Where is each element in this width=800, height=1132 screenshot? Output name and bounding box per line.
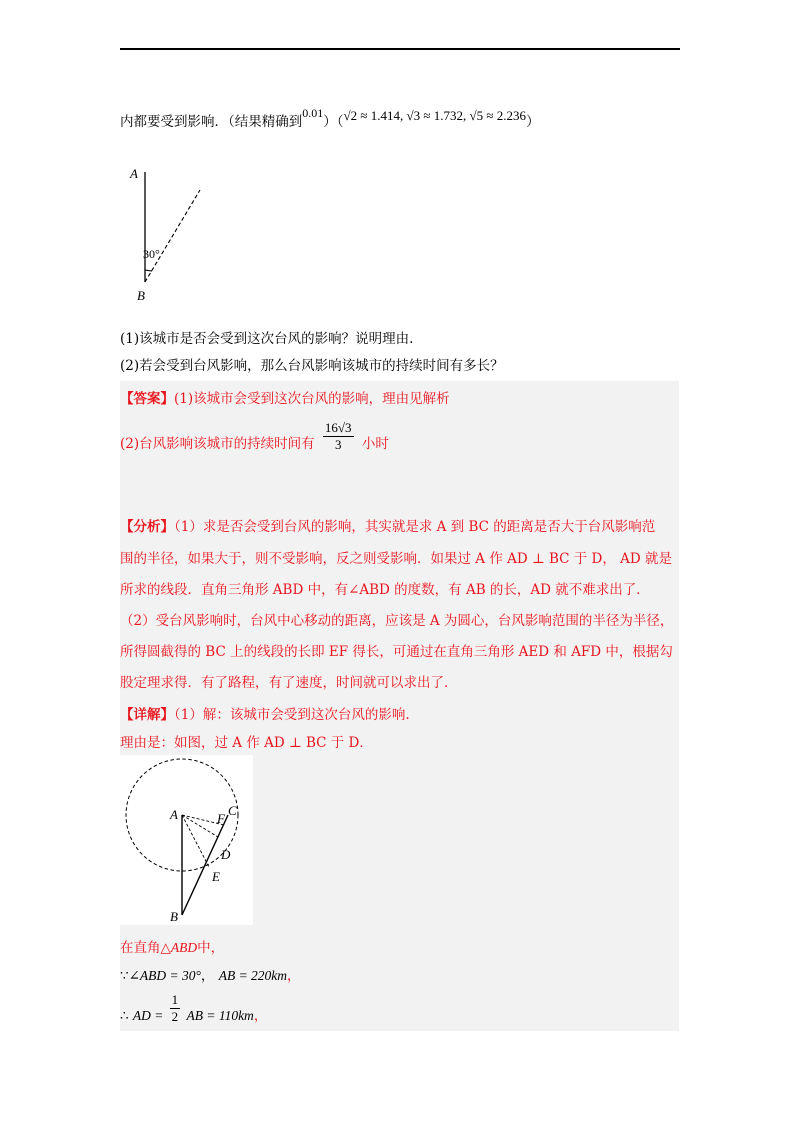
step-3-numerator: 1	[171, 992, 179, 1007]
typhoon-path-line	[145, 190, 200, 282]
figure-1-diagram	[120, 160, 230, 310]
fig1-label-b: B	[137, 288, 145, 303]
step-1-end: 中，	[197, 940, 225, 956]
fig2-label-b: B	[170, 909, 178, 924]
analysis-tag: 【分析】	[120, 519, 174, 535]
answer-fraction	[323, 420, 354, 453]
detail-tag: 【详解】	[120, 707, 174, 723]
answer-part-2-suffix: 小时	[361, 436, 389, 452]
detail-line-2: 理由是：如图，过 A 作 AD ⊥ BC 于 D．	[120, 735, 373, 751]
intro-text: 内都要受到影响．（结果精确到	[120, 114, 303, 130]
fig2-label-f: F	[217, 811, 225, 826]
detail-line-1	[120, 703, 410, 723]
precision-value: 0.01	[302, 106, 324, 120]
analysis-line-6: 股定理求得．有了路程，有了速度，时间就可以求出了．	[120, 675, 458, 691]
header-rule	[120, 48, 680, 50]
analysis-line-4: （2）受台风影响时，台风中心移动的距离，应该是 A 为圆心，台风影响范围的半径为半径，	[120, 613, 674, 629]
analysis-line-5: 所得圆截得的 BC 上的线段的长即 EF 得长，可通过在直角三角形 AED 和 AFD 中，根据勾	[120, 644, 673, 660]
question-1: (1)该城市是否会受到这次台风的影响？说明理由.	[120, 331, 414, 347]
analysis-line-1	[120, 515, 655, 535]
step-3-denominator: 2	[171, 1009, 179, 1024]
step-3-ad: AD =	[132, 1008, 164, 1023]
fig2-label-a: A	[170, 807, 178, 822]
angle-arc	[145, 270, 152, 271]
step-2	[120, 964, 301, 984]
fig1-angle-label: 30°	[143, 247, 160, 261]
approximations: √2 ≈ 1.414, √3 ≈ 1.732, √5 ≈ 2.236	[343, 108, 527, 123]
step-1	[120, 936, 224, 956]
fig2-label-c: C	[228, 803, 237, 818]
answer-line-1	[120, 387, 450, 407]
detail-text-1: （1）解：该城市会受到这次台风的影响.	[174, 707, 410, 723]
step-3-fraction	[170, 992, 181, 1025]
fig2-label-e: E	[212, 869, 220, 884]
step-3-rest: AB = 110km	[186, 1008, 254, 1023]
answer-fraction-denominator: 3	[334, 437, 342, 452]
intro-end: ）	[526, 114, 540, 130]
analysis-line-3: 所求的线段．直角三角形 ABD 中，有∠ABD 的度数，有 AB 的长，AD 就不难求出了．	[120, 582, 650, 598]
analysis-line-2: 围的半径，如果大于，则不受影响，反之则受影响．如果过 A 作 AD ⊥ BC 于 D， AD 就是	[120, 551, 673, 567]
because-symbol: ∵	[120, 968, 129, 984]
answer-fraction-numerator: 16√3	[324, 420, 352, 435]
therefore-symbol: ∴	[120, 1008, 129, 1024]
analysis-text-1: （1）求是否会受到台风的影响，其实就是求 A 到 BC 的距离是否大于台风影响范	[174, 519, 656, 535]
step-2-angle: ∠ABD = 30°	[128, 968, 201, 983]
step-2-end: ，	[287, 968, 301, 984]
figure-2-background	[120, 755, 253, 925]
step-1-triangle: △ABD	[160, 940, 198, 955]
step-3-end: ，	[253, 1008, 268, 1024]
fig1-label-a: A	[130, 166, 138, 181]
step-2-ab: AB = 220km	[218, 968, 288, 983]
step-1-text: 在直角	[120, 940, 161, 956]
answer-part-1: (1)该城市会受到这次台风的影响，理由见解析	[174, 391, 450, 407]
fig2-label-d: D	[221, 847, 231, 862]
answer-part-2-prefix: (2)台风影响该城市的持续时间有	[120, 436, 315, 452]
intro-close: ）（	[323, 114, 344, 130]
answer-tag: 【答案】	[120, 391, 174, 407]
step-3	[120, 992, 267, 1025]
question-2: (2)若会受到台风影响，那么台风影响该城市的持续时间有多长？	[120, 358, 504, 374]
step-2-sep: ，	[200, 968, 215, 984]
figure-2-diagram	[120, 755, 253, 925]
answer-line-2	[120, 418, 389, 451]
intro-line	[120, 106, 540, 130]
